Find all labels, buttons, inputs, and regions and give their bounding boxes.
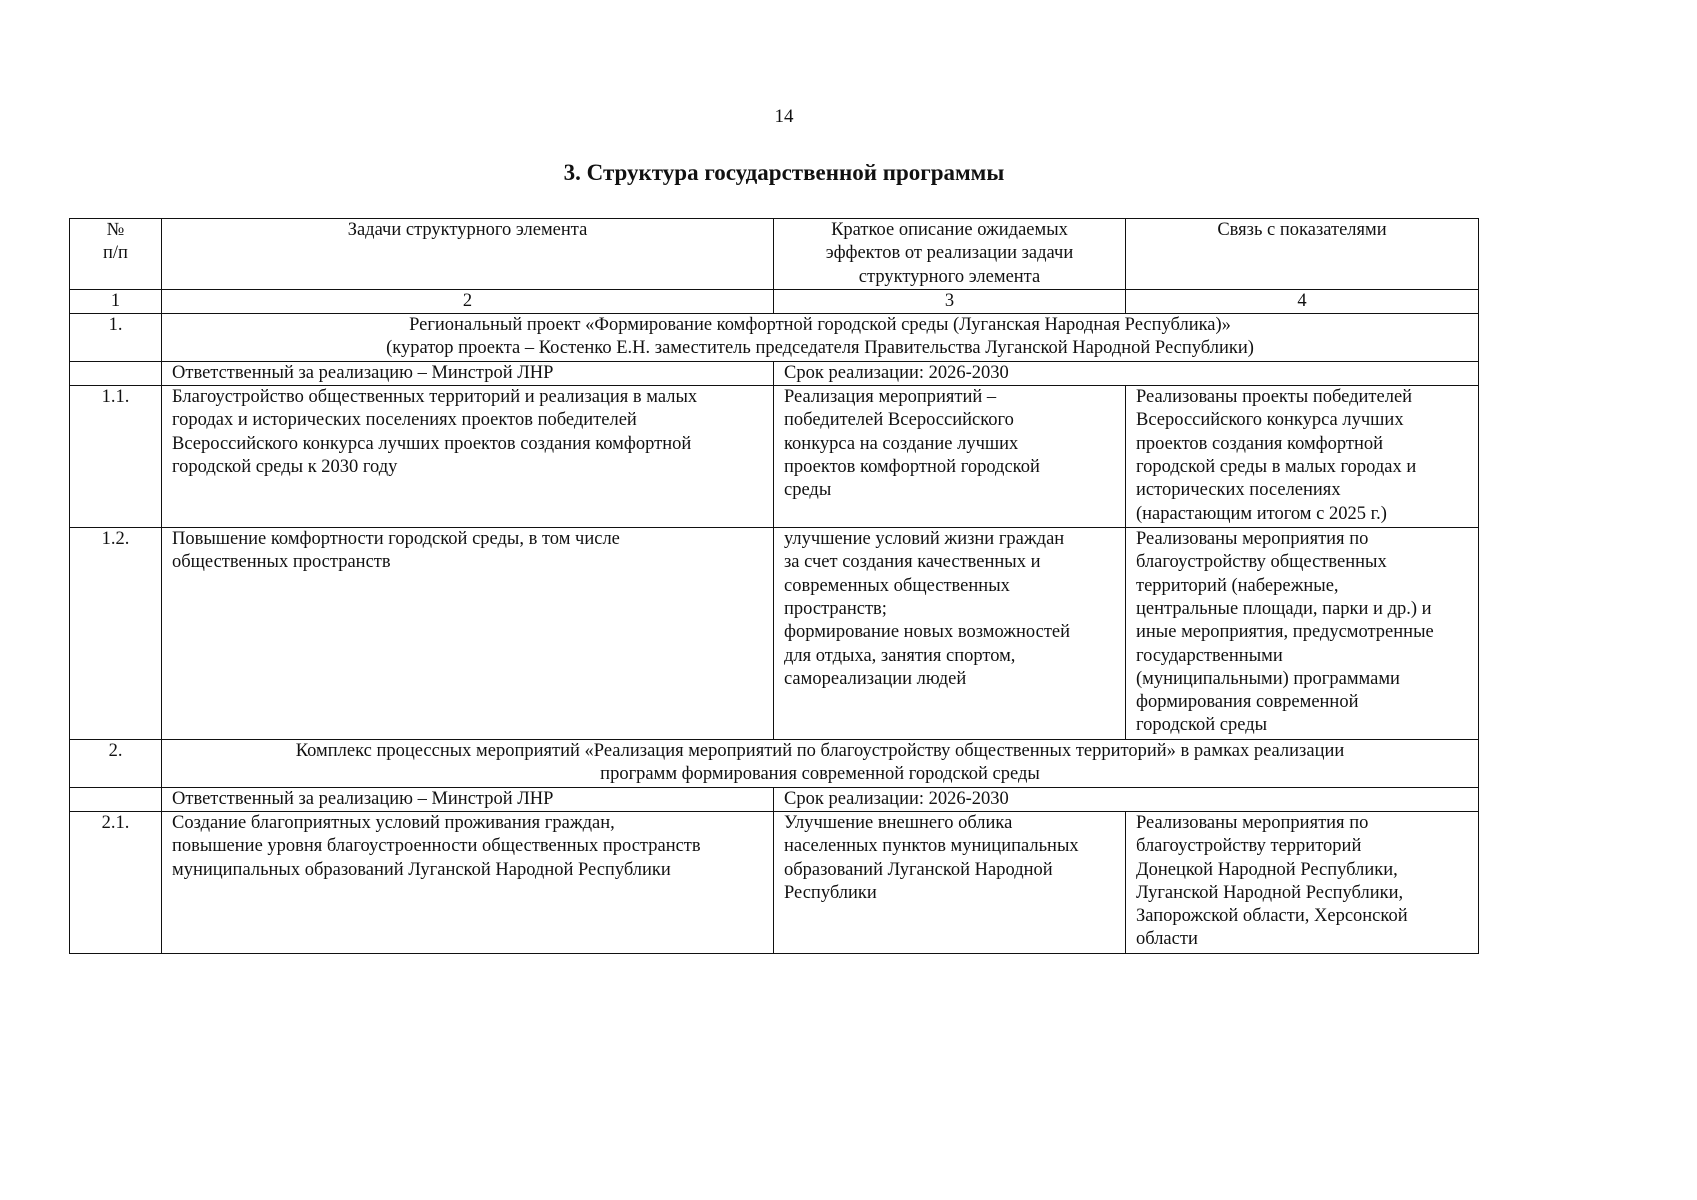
header-effects: Краткое описание ожидаемых эффектов от реализации задачи структурного элемента: [774, 219, 1126, 290]
column-number: 3: [774, 289, 1126, 313]
empty-cell: [70, 787, 162, 811]
effect-cell: Реализация мероприятий – победителей Всероссийского конкурса на создание лучших проектов комфортной городской среды: [774, 386, 1126, 528]
term-cell: Срок реализации: 2026-2030: [774, 361, 1479, 385]
task-cell: Повышение комфортности городской среды, в том числе общественных пространств: [162, 528, 774, 740]
header-indicators: Связь с показателями: [1126, 219, 1479, 290]
page-title: 3. Структура государственной программы: [563, 160, 1005, 185]
column-number-row: [70, 289, 1479, 313]
empty-cell: [70, 361, 162, 385]
column-number: 4: [1126, 289, 1479, 313]
term-cell: Срок реализации: 2026-2030: [774, 787, 1479, 811]
responsible-cell: Ответственный за реализацию – Минстрой ЛНР: [162, 361, 774, 385]
section-meta-row: [70, 361, 1479, 385]
table-row: [70, 528, 1479, 740]
page-number: 14: [774, 106, 794, 127]
column-number: 2: [162, 289, 774, 313]
section-title-row: [70, 740, 1479, 788]
header-tasks: Задачи структурного элемента: [162, 219, 774, 290]
task-cell: Создание благоприятных условий проживания граждан, повышение уровня благоустроенности общественных пространств муниципальных образований Луганской Народной Республики: [162, 811, 774, 953]
row-number: 1.2.: [70, 528, 162, 740]
indicator-cell: Реализованы мероприятия по благоустройству территорий Донецкой Народной Республики, Луганской Народной Республики, Запорожской области, Херсонской области: [1126, 811, 1479, 953]
section-number: 2.: [70, 740, 162, 788]
effect-cell: Улучшение внешнего облика населенных пунктов муниципальных образований Луганской Народной Республики: [774, 811, 1126, 953]
table-header-row: [70, 219, 1479, 290]
section-number: 1.: [70, 314, 162, 362]
indicator-cell: Реализованы мероприятия по благоустройству общественных территорий (набережные, центральные площади, парки и др.) и иные мероприятия, предусмотренные государственными (муниципальными) программами формирования современной городской среды: [1126, 528, 1479, 740]
task-cell: Благоустройство общественных территорий и реализация в малых городах и исторических поселениях проектов победителей Всероссийского конкурса лучших проектов создания комфортной городской среды к 2030 году: [162, 386, 774, 528]
table-row: [70, 811, 1479, 953]
indicator-cell: Реализованы проекты победителей Всероссийского конкурса лучших проектов создания комфортной городской среды в малых городах и исторических поселениях (нарастающим итогом с 2025 г.): [1126, 386, 1479, 528]
section-title-row: [70, 314, 1479, 362]
section-meta-row: [70, 787, 1479, 811]
section-title: Региональный проект «Формирование комфортной городской среды (Луганская Народная Республика)» (куратор проекта – Костенко Е.Н. заместитель председателя Правительства Луганской Народной Республики): [162, 314, 1479, 362]
header-num: № п/п: [70, 219, 162, 290]
responsible-cell: Ответственный за реализацию – Минстрой ЛНР: [162, 787, 774, 811]
row-number: 1.1.: [70, 386, 162, 528]
effect-cell: улучшение условий жизни граждан за счет создания качественных и современных общественных пространств; формирование новых возможностей для отдыха, занятия спортом, самореализации людей: [774, 528, 1126, 740]
program-structure-table: [69, 218, 1479, 954]
table-row: [70, 386, 1479, 528]
column-number: 1: [70, 289, 162, 313]
row-number: 2.1.: [70, 811, 162, 953]
section-title: Комплекс процессных мероприятий «Реализация мероприятий по благоустройству общественных территорий» в рамках реализации программ формирования современной городской среды: [162, 740, 1479, 788]
